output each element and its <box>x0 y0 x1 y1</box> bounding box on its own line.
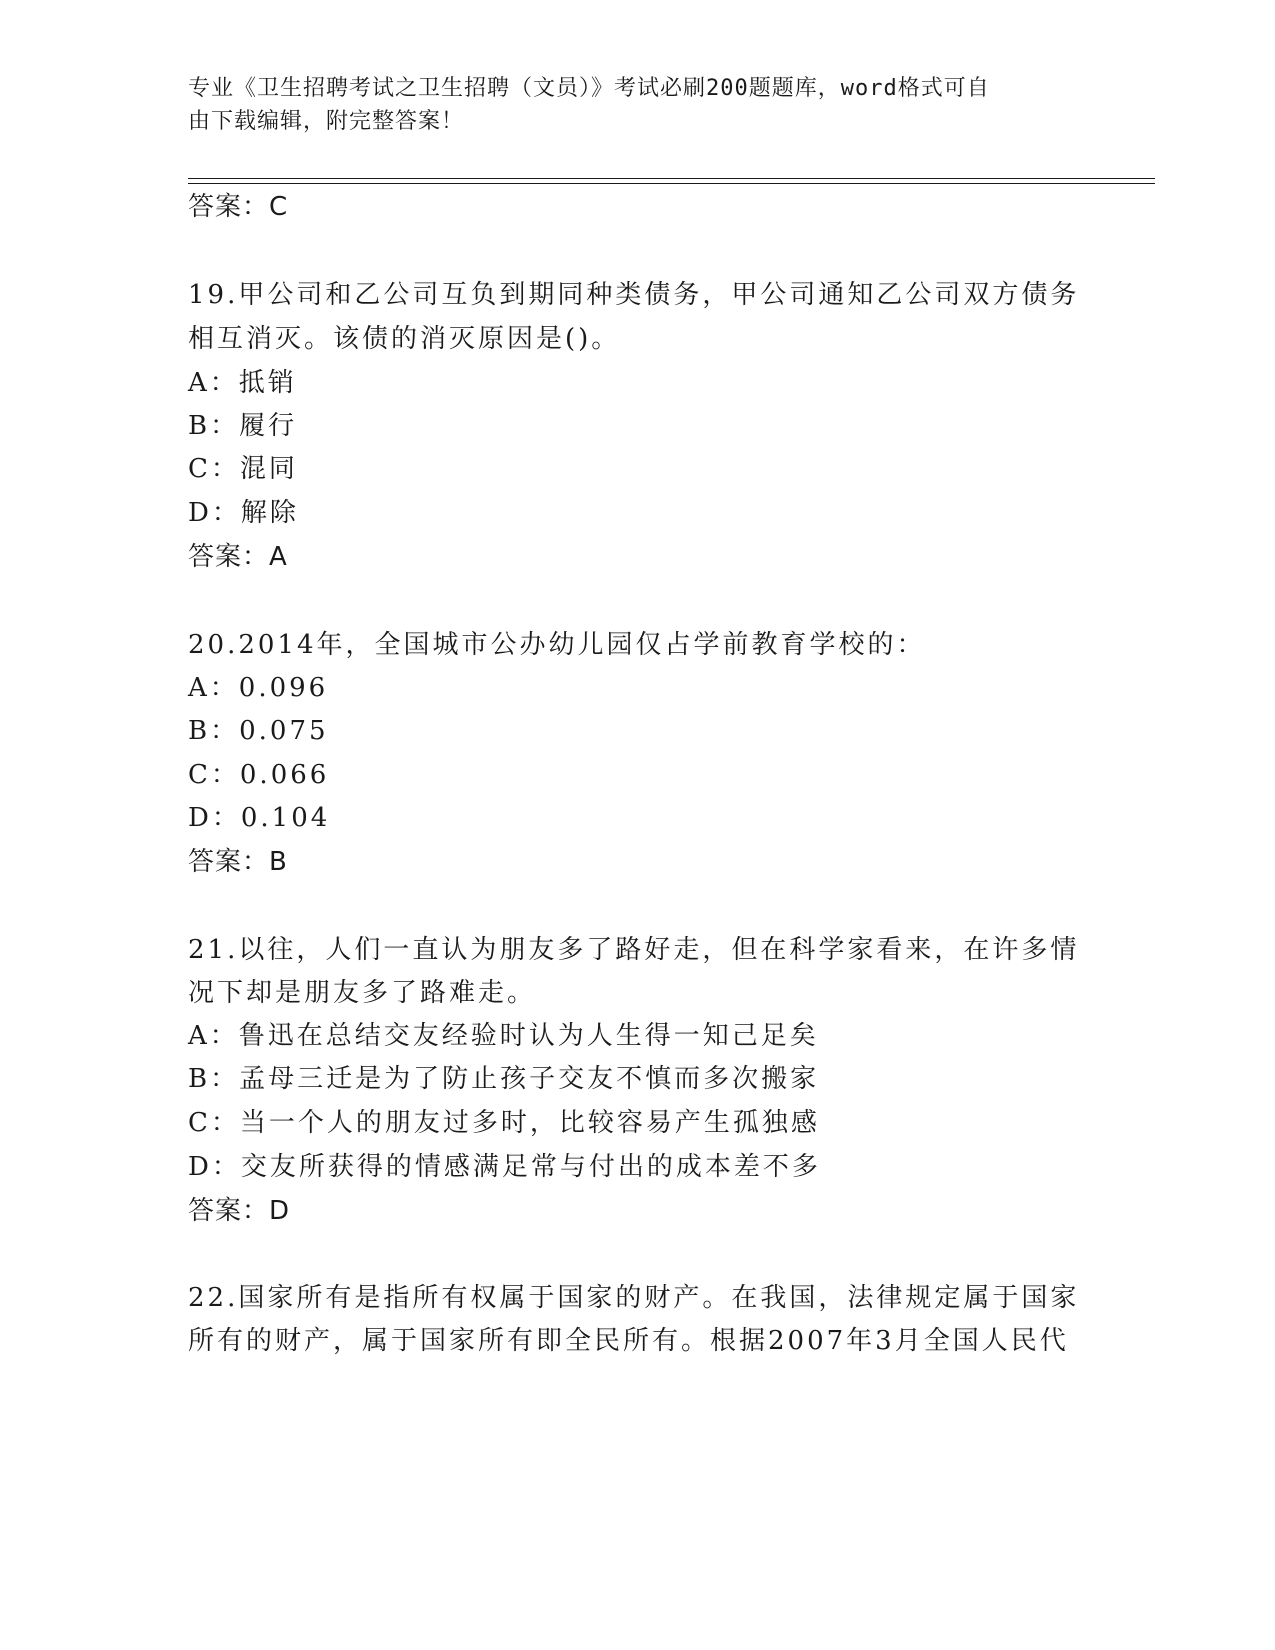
header-divider <box>188 183 1155 184</box>
option-b: B：孟母三迁是为了防止孩子交友不慎而多次搬家 <box>188 1064 820 1094</box>
option-c: C：0.066 <box>188 760 330 790</box>
header-divider <box>188 178 1155 179</box>
option-c: C：混同 <box>188 454 298 484</box>
option-a: A：0.096 <box>188 673 329 703</box>
answer-line: 答案：D <box>188 1196 291 1226</box>
answer-line: 答案：A <box>188 542 288 572</box>
question-stem: 况下却是朋友多了路难走。 <box>188 978 537 1008</box>
question-stem: 19.甲公司和乙公司互负到期同种类债务，甲公司通知乙公司双方债务 <box>188 280 1080 310</box>
question-stem: 20.2014年，全国城市公办幼儿园仅占学前教育学校的： <box>188 630 926 660</box>
question-stem: 相互消灭。该债的消灭原因是()。 <box>188 324 621 354</box>
option-b: B：0.075 <box>188 716 329 746</box>
answer-line: 答案：B <box>188 847 288 877</box>
question-stem: 所有的财产，属于国家所有即全民所有。根据2007年3月全国人民代 <box>188 1326 1069 1356</box>
option-b: B：履行 <box>188 411 298 441</box>
question-stem: 22.国家所有是指所有权属于国家的财产。在我国，法律规定属于国家 <box>188 1283 1080 1313</box>
option-d: D：解除 <box>188 498 299 528</box>
answer-line: 答案：C <box>188 192 289 222</box>
option-a: A：抵销 <box>188 368 297 398</box>
option-d: D：交友所获得的情感满足常与付出的成本差不多 <box>188 1152 821 1182</box>
option-c: C：当一个人的朋友过多时，比较容易产生孤独感 <box>188 1108 820 1138</box>
header-line: 由下载编辑，附完整答案！ <box>188 109 465 134</box>
question-stem: 21.以往，人们一直认为朋友多了路好走，但在科学家看来，在许多情 <box>188 935 1080 965</box>
header-line: 专业《卫生招聘考试之卫生招聘（文员）》考试必刷200题题库，word格式可自 <box>188 76 990 101</box>
option-a: A：鲁迅在总结交友经验时认为人生得一知己足矣 <box>188 1021 819 1051</box>
document-header <box>188 72 1068 138</box>
option-d: D：0.104 <box>188 803 331 833</box>
